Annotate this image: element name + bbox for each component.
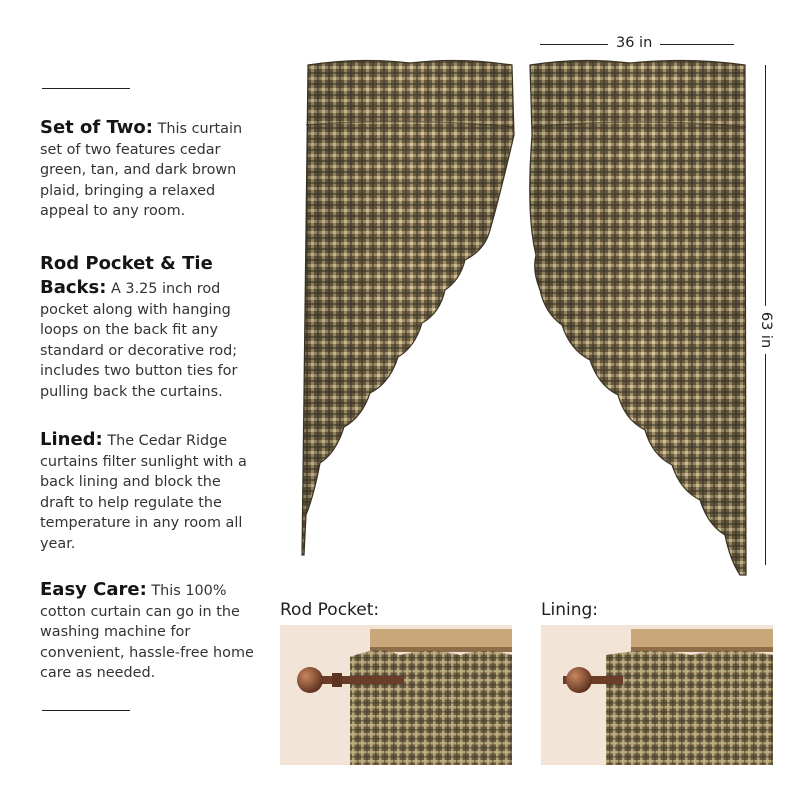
rod-pocket-photo <box>280 625 512 765</box>
feature-title: Rod Pocket & Tie <box>40 253 213 274</box>
left-curtain-panel <box>302 60 514 555</box>
feature-rod-pocket <box>40 250 255 403</box>
feature-text: This curtain set of two features cedar green, tan, and dark brown plaid, bringing a relaxed appeal to any room. <box>40 121 243 220</box>
width-dimension-label: 36 in <box>608 35 660 51</box>
feature-lined <box>40 430 255 555</box>
feature-title: Easy Care: <box>40 579 147 600</box>
feature-text: A 3.25 inch rod pocket along with hanging loops on the back fit any standard or decorative rod; includes two button ties for pulling back the curtains. <box>40 281 238 400</box>
height-dimension-label: 63 in <box>756 306 776 354</box>
curtain-photo <box>300 55 760 580</box>
feature-title-cont: Backs: <box>40 277 107 298</box>
feature-title: Lined: <box>40 429 103 450</box>
feature-text: The Cedar Ridge curtains filter sunlight with a back lining and block the draft to help regulate the temperature in any room all year. <box>40 433 247 552</box>
lining-photo <box>541 625 773 765</box>
top-divider <box>42 88 130 89</box>
feature-set-of-two <box>40 118 255 222</box>
feature-easy-care <box>40 580 255 684</box>
lining-caption: Lining: <box>541 600 598 620</box>
right-curtain-panel <box>530 60 746 575</box>
feature-title: Set of Two: <box>40 117 154 138</box>
feature-text: This 100% cotton curtain can go in the washing machine for convenient, hassle-free home care as needed. <box>40 583 254 682</box>
rod-pocket-caption: Rod Pocket: <box>280 600 380 620</box>
bottom-divider <box>42 710 130 711</box>
